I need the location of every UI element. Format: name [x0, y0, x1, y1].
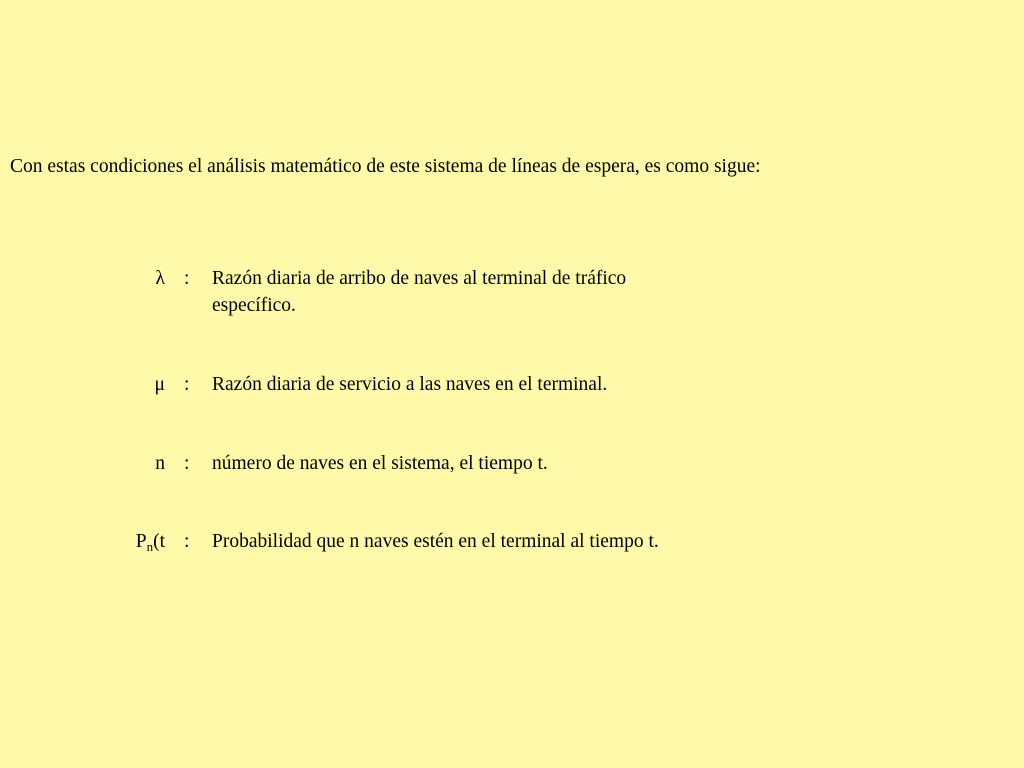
separator-colon: :	[184, 531, 190, 552]
symbol-pn-main: P	[135, 531, 147, 552]
separator-colon: :	[184, 268, 190, 289]
definition-text: número de naves en el sistema, el tiempo t.	[212, 453, 548, 474]
symbol-mu: μ	[154, 374, 165, 395]
definition-text: Probabilidad que n naves estén en el terminal al tiempo t.	[212, 531, 659, 552]
symbol-lambda: λ	[155, 268, 165, 289]
intro-paragraph: Con estas condiciones el análisis matemático de este sistema de líneas de espera, es como sigue:	[10, 156, 761, 177]
symbol-pn	[110, 528, 165, 555]
separator-colon: :	[184, 453, 190, 474]
symbol-pn-subscript: n	[146, 539, 154, 554]
definition-text: Razón diaria de arribo de naves al terminal de tráfico específico.	[212, 268, 627, 316]
separator-colon: :	[184, 374, 190, 395]
definition-text: Razón diaria de servicio a las naves en el terminal.	[212, 374, 608, 395]
symbol-n: n	[155, 453, 165, 474]
symbol-pn-tail: (t	[153, 531, 165, 552]
